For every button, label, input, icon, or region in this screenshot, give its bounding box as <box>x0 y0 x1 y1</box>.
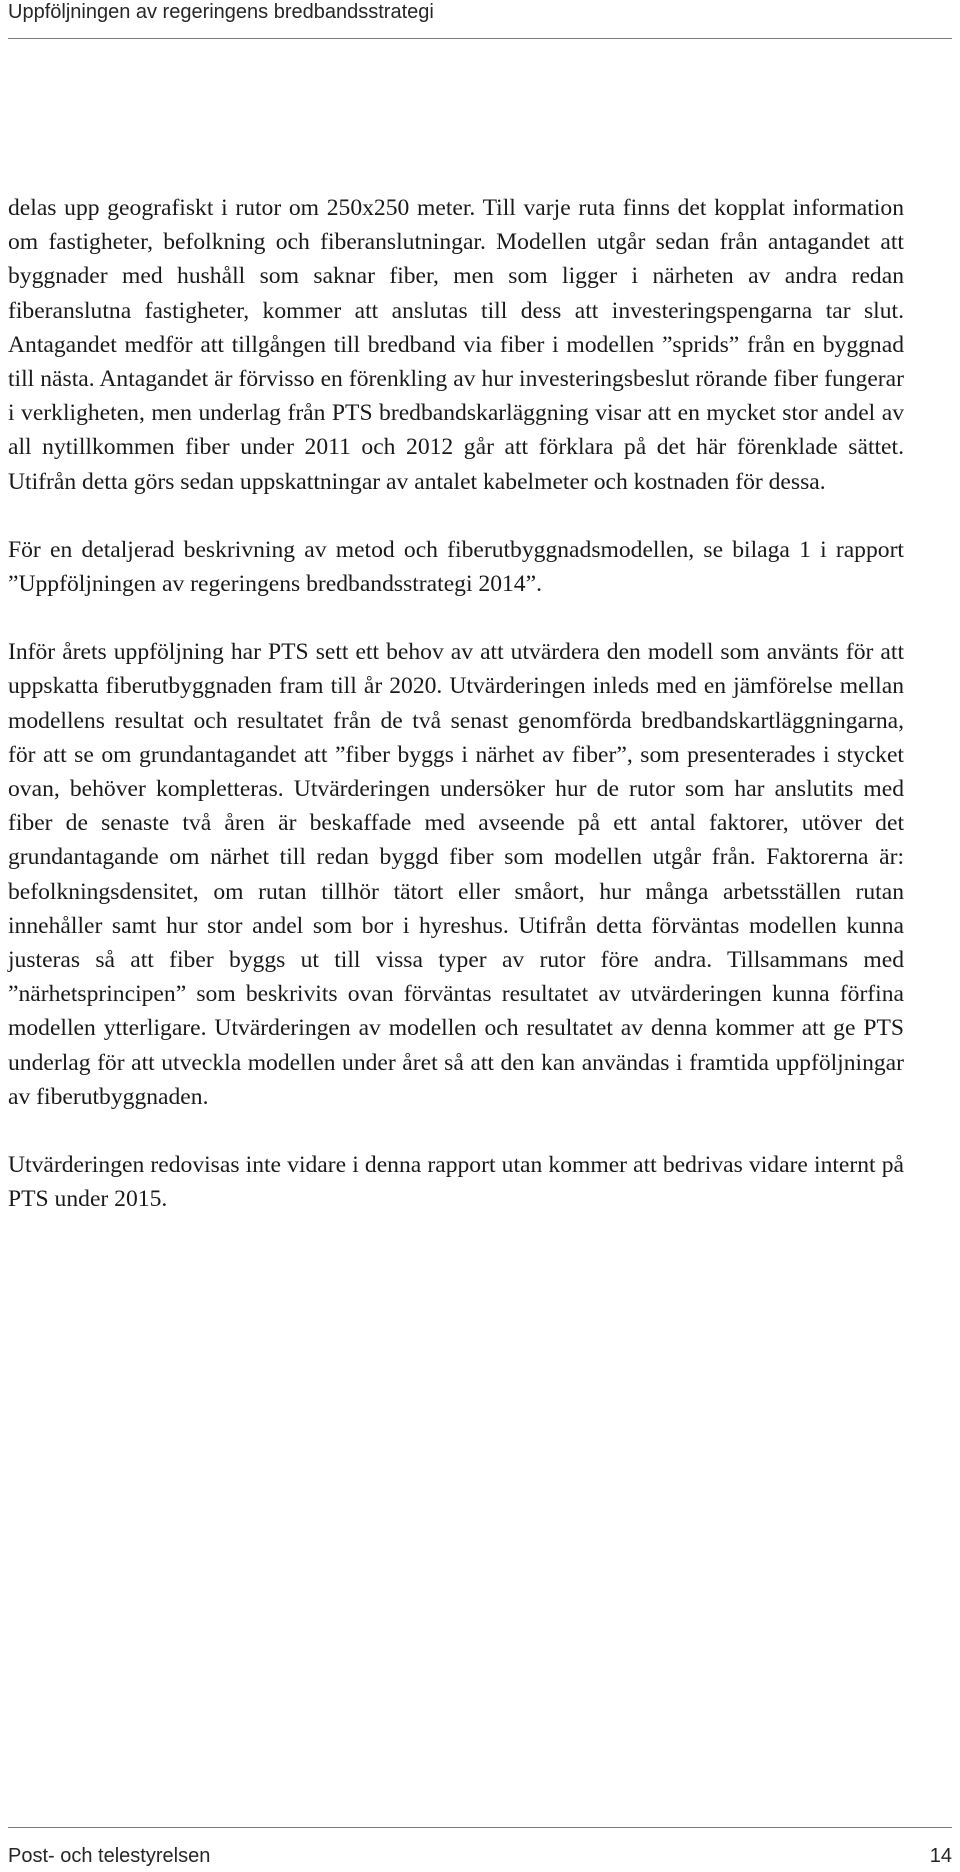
running-header <box>8 0 952 39</box>
paragraph-model-evaluation: Inför årets uppföljning har PTS sett ett behov av att utvärdera den modell som använts för att uppskatta fiberutbyggnaden fram till år 2020. Utvärderingen inleds med en jämförelse mellan modellens resultat och resultatet från de två senast genomförda bredbandskartläggningarna, för att se om grundantagandet att ”fiber byggs i närhet av fiber”, som presenterades i stycket ovan, behöver kompletteras. Utvärderingen undersöker hur de rutor som har anslutits med fiber de senaste två åren är beskaffade med avseende på ett antal faktorer, utöver det grundantagande om närhet till redan byggd fiber som modellen utgår från. Faktorerna är: befolkningsdensitet, om rutan tillhör tätort eller småort, hur många arbetsställen rutan innehåller samt hur stor andel som bor i hyreshus. Utifrån detta förväntas modellen kunna justeras så att fiber byggs ut till vissa typer av rutor före andra. Tillsammans med ”närhetsprincipen” som beskrivits ovan förväntas resultatet av utvärderingen kunna förfina modellen ytterligare. Utvärderingen av modellen och resultatet av denna kommer att ge PTS underlag för att utveckla modellen under året så att den kan användas i framtida uppföljningar av fiberutbyggnaden. <box>8 639 904 1110</box>
running-footer <box>8 1827 952 1872</box>
document-title: Uppföljningen av regeringens bredbandsstrategi <box>8 1 434 23</box>
paragraph-method-reference: För en detaljerad beskrivning av metod och fiberutbyggnadsmodellen, se bilaga 1 i rapport ”Uppföljningen av regeringens bredbandsstrategi 2014”. <box>8 536 904 598</box>
document-body <box>8 191 904 1250</box>
paragraph-model-description: delas upp geografiskt i rutor om 250x250 meter. Till varje ruta finns det kopplat information om fastigheter, befolkning och fiberanslutningar. Modellen utgår sedan från antagandet att byggnader med hushåll som saknar fiber, men som ligger i närheten av andra redan fiberanslutna fastigheter, kommer att anslutas till dess att investeringspengarna tar slut. Antagandet medför att tillgången till bredband via fiber i modellen ”sprids” från en byggnad till nästa. Antagandet är förvisso en förenkling av hur investeringsbeslut rörande fiber fungerar i verkligheten, men underlag från PTS bredbandskarläggning visar att en mycket stor andel av all nytillkommen fiber under 2011 och 2012 går att förklara på det här förenklade sättet. Utifrån detta görs sedan uppskattningar av antalet kabelmeter och kostnaden för dessa. <box>8 195 904 495</box>
paragraph-internal-continuation: Utvärderingen redovisas inte vidare i denna rapport utan kommer att bedrivas vidare internt på PTS under 2015. <box>8 1152 904 1213</box>
publisher-name: Post- och telestyrelsen <box>8 1845 211 1867</box>
page-number: 14 <box>929 1845 952 1867</box>
